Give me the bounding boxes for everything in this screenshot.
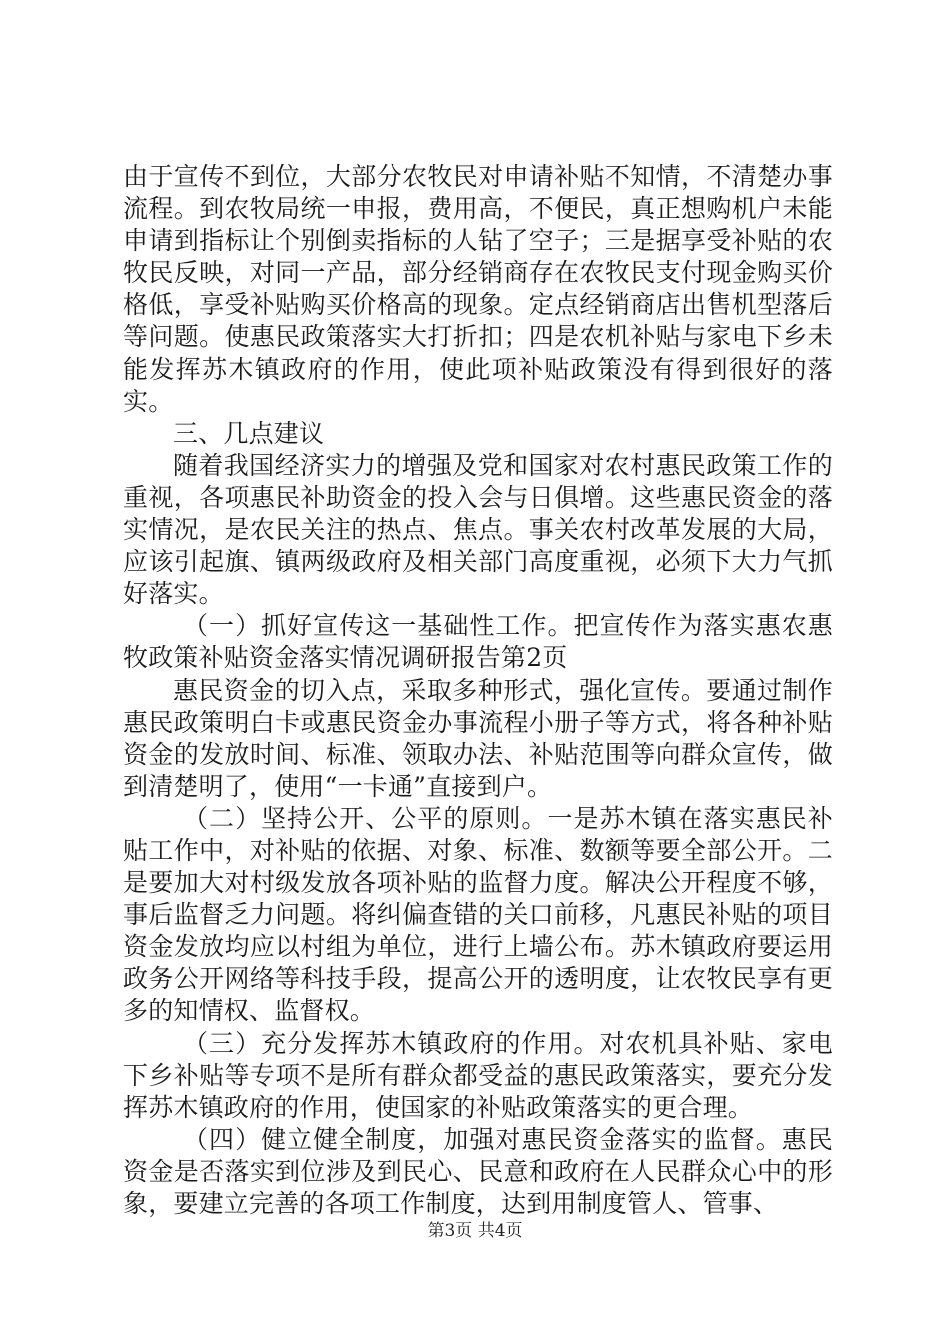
- paragraph-suggestion-1-continued: 惠民资金的切入点，采取多种形式，强化宣传。要通过制作惠民政策明白卡或惠民资金办事流程小册子等方式，将各种补贴资金的发放时间、标准、领取办法、补贴范围等向群众宣传，做到清楚明了，使用“一卡通”直接到户。: [123, 675, 833, 801]
- paragraph-problems-continued: 由于宣传不到位，大部分农牧民对申请补贴不知情，不清楚办事流程。到农牧局统一申报，费用高，不便民，真正想购机户未能申请到指标让个别倒卖指标的人钻了空子；三是据享受补贴的农牧民反映，对同一产品，部分经销商存在农牧民支付现金购买价格低，享受补贴购买价格高的现象。定点经销商店出售机型落后等问题。使惠民政策落实大打折扣；四是农机补贴与家电下乡未能发挥苏木镇政府的作用，使此项补贴政策没有得到很好的落实。: [123, 162, 833, 416]
- document-body: [123, 161, 833, 1220]
- paragraph-suggestion-3: （三）充分发挥苏木镇政府的作用。对农机具补贴、家电下乡补贴等专项不是所有群众都受益的惠民政策落实，要充分发挥苏木镇政府的作用，使国家的补贴政策落实的更合理。: [123, 1028, 833, 1122]
- paragraph-suggestion-2: （二）坚持公开、公平的原则。一是苏木镇在落实惠民补贴工作中，对补贴的依据、对象、标准、数额等要全部公开。二是要加大对村级发放各项补贴的监督力度。解决公开程度不够，事后监督乏力问题。将纠偏查错的关口前移，凡惠民补贴的项目资金发放均应以村组为单位，进行上墙公布。苏木镇政府要运用政务公开网络等科技手段，提高公开的透明度，让农牧民享有更多的知情权、监督权。: [123, 803, 833, 1026]
- section-heading-suggestions: 三、几点建议: [173, 418, 325, 448]
- page-footer: [0, 1220, 950, 1242]
- paragraph-suggestion-1: （一）抓好宣传这一基础性工作。把宣传作为落实惠农惠牧政策补贴资金落实情况调研报告第2页: [123, 611, 833, 673]
- paragraph-suggestions-intro: 随着我国经济实力的增强及党和国家对农村惠民政策工作的重视，各项惠民补助资金的投入会与日俱增。这些惠民资金的落实情况，是农民关注的热点、焦点。事关农村改革发展的大局，应该引起旗、镇两级政府及相关部门高度重视，必须下大力气抓好落实。: [123, 450, 833, 609]
- paragraph-suggestion-4: （四）健立健全制度，加强对惠民资金落实的监督。惠民资金是否落实到位涉及到民心、民意和政府在人民群众心中的形象，要建立完善的各项工作制度，达到用制度管人、管事、: [123, 1124, 833, 1218]
- page-number-label: 第3页 共4页: [427, 1221, 523, 1241]
